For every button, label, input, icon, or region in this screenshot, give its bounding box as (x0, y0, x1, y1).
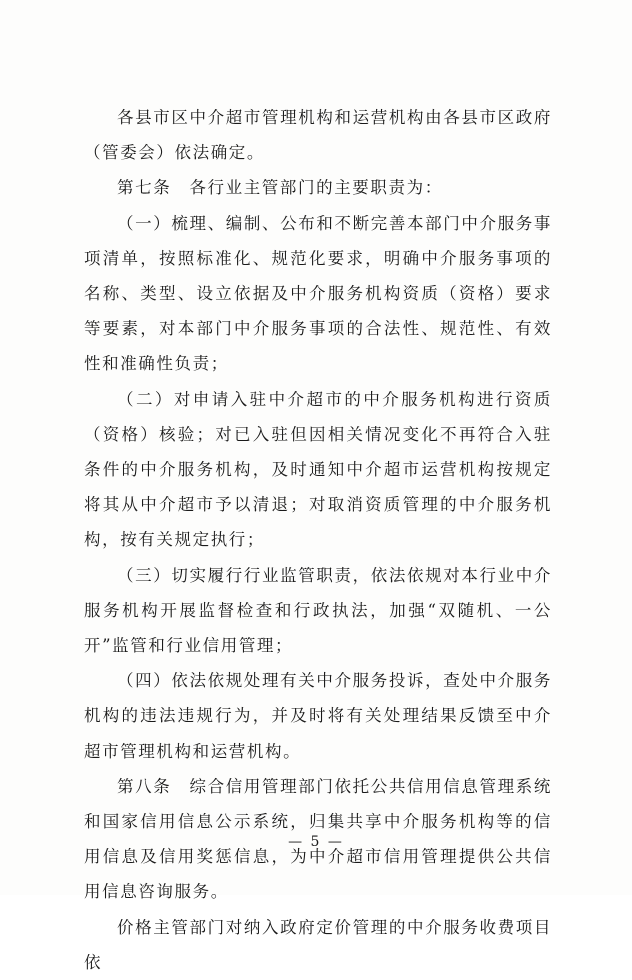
page-number: — 5 — (288, 834, 344, 850)
paragraph-item-1: （一）梳理、编制、公布和不断完善本部门中介服务事项清单，按照标准化、规范化要求，明确中介服务事项的名称、类型、设立依据及中介服务机构资质（资格）要求等要素，对本部门中介服务事项的合法性、规范性、有效性和准确性负责； (84, 213, 552, 374)
paragraph-article-7: 第七条 各行业主管部门的主要职责为： (117, 178, 443, 198)
paragraph-item-3: （三）切实履行行业监管职责，依法依规对本行业中介服务机构开展监督检查和行政执法，加强“双随机、一公开”监管和行业信用管理； (84, 565, 552, 656)
paragraph-item-2: （二）对申请入驻中介超市的中介服务机构进行资质（资格）核验；对已入驻但因相关情况变化不再符合入驻条件的中介服务机构，及时通知中介超市运营机构按规定将其从中介超市予以清退；对取消资质管理的中介服务机构，按有关规定执行； (84, 389, 552, 550)
paragraph-county-agencies: 各县市区中介超市管理机构和运营机构由各县市区政府（管委会）依法确定。 (84, 108, 552, 163)
paragraph-price-authority: 价格主管部门对纳入政府定价管理的中介服务收费项目依 (84, 917, 552, 972)
paragraph-article-8: 第八条 综合信用管理部门依托公共信用信息管理系统和国家信用信息公示系统，归集共享中介服务机构等的信用信息及信用奖惩信息，为中介超市信用管理提供公共信用信息咨询服务。 (84, 776, 552, 902)
paragraph-item-4: （四）依法依规处理有关中介服务投诉，查处中介服务机构的违法违规行为，并及时将有关处理结果反馈至中介超市管理机构和运营机构。 (84, 671, 552, 761)
